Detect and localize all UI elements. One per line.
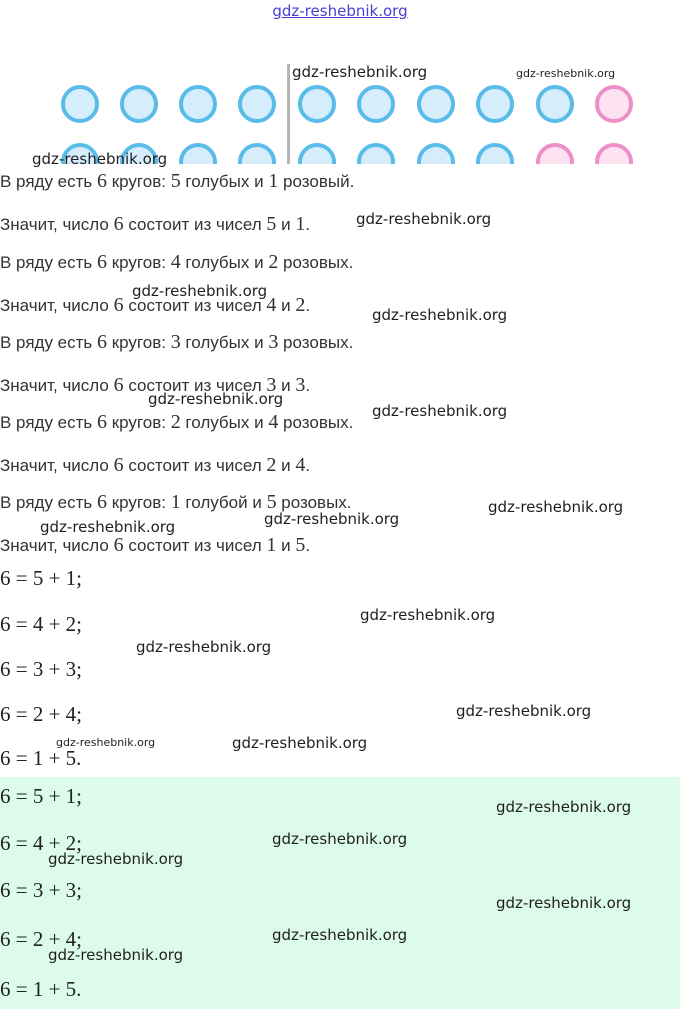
text-segment: и bbox=[276, 456, 296, 475]
site-link[interactable]: gdz-reshebnik.org bbox=[272, 2, 408, 20]
blue-circle bbox=[298, 85, 336, 123]
pink-circle bbox=[595, 143, 633, 164]
blue-circle bbox=[476, 143, 514, 164]
text-segment: розовых. bbox=[278, 253, 354, 272]
watermark: gdz-reshebnik.org bbox=[360, 606, 496, 624]
text-line bbox=[0, 170, 354, 193]
number: 4 bbox=[268, 411, 279, 433]
watermark: gdz-reshebnik.org bbox=[136, 638, 272, 656]
pink-circle bbox=[536, 143, 574, 164]
text-segment: голубых и bbox=[180, 333, 269, 352]
number: 6 bbox=[113, 294, 124, 316]
watermark: gdz-reshebnik.org bbox=[356, 210, 492, 228]
equation: 6 = 2 + 4; bbox=[0, 702, 83, 726]
blue-circle bbox=[357, 143, 395, 164]
watermark: gdz-reshebnik.org bbox=[516, 67, 616, 80]
text-line bbox=[0, 213, 310, 236]
number: 5 bbox=[295, 534, 306, 556]
blue-circle bbox=[61, 85, 99, 123]
watermark: gdz-reshebnik.org bbox=[148, 390, 284, 408]
number: 2 bbox=[295, 294, 306, 316]
text-segment: розовых. bbox=[278, 333, 354, 352]
equation: 6 = 3 + 3; bbox=[0, 878, 83, 902]
number: 6 bbox=[113, 534, 124, 556]
blue-circle bbox=[536, 85, 574, 123]
text-segment: состоит из чисел bbox=[123, 215, 267, 234]
text-segment: В ряду есть bbox=[0, 333, 97, 352]
number: 3 bbox=[268, 331, 279, 353]
text-segment: В ряду есть bbox=[0, 172, 97, 191]
group-divider bbox=[287, 64, 290, 164]
text-line bbox=[0, 534, 310, 557]
watermark: gdz-reshebnik.org bbox=[232, 734, 368, 752]
number: 3 bbox=[266, 374, 277, 396]
text-segment: . bbox=[305, 296, 311, 315]
text-segment: . bbox=[305, 536, 311, 555]
equation: 6 = 1 + 5. bbox=[0, 746, 82, 770]
text-segment: кругов: bbox=[107, 333, 171, 352]
number: 6 bbox=[113, 454, 124, 476]
text-segment: . bbox=[305, 456, 311, 475]
text-segment: и bbox=[276, 376, 296, 395]
blue-circle bbox=[238, 85, 276, 123]
text-segment: В ряду есть bbox=[0, 413, 97, 432]
watermark: gdz-reshebnik.org bbox=[372, 402, 508, 420]
text-segment: голубых и bbox=[180, 253, 269, 272]
text-segment: Значит, число bbox=[0, 376, 114, 395]
equation: 6 = 3 + 3; bbox=[0, 657, 83, 681]
blue-circle bbox=[357, 85, 395, 123]
number: 4 bbox=[170, 251, 181, 273]
number: 6 bbox=[97, 331, 107, 353]
blue-circle bbox=[179, 85, 217, 123]
text-segment: и bbox=[276, 215, 296, 234]
number: 6 bbox=[113, 213, 124, 235]
text-segment: Значит, число bbox=[0, 536, 114, 555]
text-segment: В ряду есть bbox=[0, 493, 97, 512]
text-line bbox=[0, 331, 353, 354]
equation: 6 = 5 + 1; bbox=[0, 784, 83, 808]
number: 3 bbox=[170, 331, 181, 353]
text-segment: состоит из чисел bbox=[123, 376, 267, 395]
pink-circle bbox=[595, 85, 633, 123]
number: 6 bbox=[97, 411, 107, 433]
text-segment: голубых и bbox=[180, 172, 269, 191]
watermark: gdz-reshebnik.org bbox=[272, 830, 408, 848]
watermark: gdz-reshebnik.org bbox=[132, 282, 268, 300]
text-segment: . bbox=[305, 376, 311, 395]
number: 4 bbox=[295, 454, 306, 476]
watermark: gdz-reshebnik.org bbox=[488, 498, 624, 516]
text-segment: розовых. bbox=[276, 493, 352, 512]
text-segment: Значит, число bbox=[0, 296, 114, 315]
watermark: gdz-reshebnik.org bbox=[264, 510, 400, 528]
watermark: gdz-reshebnik.org bbox=[496, 798, 632, 816]
blue-circle bbox=[120, 85, 158, 123]
text-segment: и bbox=[276, 536, 296, 555]
blue-circle bbox=[179, 143, 217, 164]
number: 6 bbox=[113, 374, 124, 396]
watermark: gdz-reshebnik.org bbox=[272, 926, 408, 944]
text-segment: голубых и bbox=[180, 413, 269, 432]
text-segment: состоит из чисел bbox=[123, 536, 267, 555]
watermark: gdz-reshebnik.org bbox=[292, 63, 428, 81]
number: 6 bbox=[97, 491, 107, 513]
text-segment: кругов: bbox=[107, 172, 171, 191]
blue-circle bbox=[476, 85, 514, 123]
blue-circle bbox=[417, 85, 455, 123]
text-segment: кругов: bbox=[107, 493, 171, 512]
number: 2 bbox=[266, 454, 277, 476]
watermark: gdz-reshebnik.org bbox=[456, 702, 592, 720]
number: 4 bbox=[266, 294, 277, 316]
blue-circle bbox=[417, 143, 455, 164]
number: 3 bbox=[295, 374, 306, 396]
equation: 6 = 2 + 4; bbox=[0, 927, 83, 951]
equation: 6 = 1 + 5. bbox=[0, 977, 82, 1001]
text-segment: розовый. bbox=[278, 172, 355, 191]
text-segment: розовых. bbox=[278, 413, 354, 432]
number: 1 bbox=[170, 491, 181, 513]
number: 5 bbox=[170, 170, 181, 192]
number: 5 bbox=[266, 491, 277, 513]
number: 2 bbox=[170, 411, 181, 433]
blue-circle bbox=[298, 143, 336, 164]
number: 1 bbox=[295, 213, 306, 235]
text-segment: и bbox=[276, 296, 296, 315]
text-segment: состоит из чисел bbox=[123, 456, 267, 475]
text-segment: состоит из чисел bbox=[123, 296, 267, 315]
blue-circle bbox=[238, 143, 276, 164]
text-line bbox=[0, 454, 310, 477]
text-segment: Значит, число bbox=[0, 215, 114, 234]
number: 1 bbox=[268, 170, 279, 192]
watermark: gdz-reshebnik.org bbox=[48, 946, 184, 964]
number: 6 bbox=[97, 170, 107, 192]
watermark: gdz-reshebnik.org bbox=[372, 306, 508, 324]
text-line bbox=[0, 251, 353, 274]
text-line bbox=[0, 411, 353, 434]
equation: 6 = 4 + 2; bbox=[0, 831, 83, 855]
watermark: gdz-reshebnik.org bbox=[48, 850, 184, 868]
number: 2 bbox=[268, 251, 279, 273]
text-segment: кругов: bbox=[107, 253, 171, 272]
equation: 6 = 5 + 1; bbox=[0, 566, 83, 590]
text-segment: . bbox=[305, 215, 311, 234]
watermark: gdz-reshebnik.org bbox=[496, 894, 632, 912]
number: 5 bbox=[266, 213, 277, 235]
text-segment: В ряду есть bbox=[0, 253, 97, 272]
watermark: gdz-reshebnik.org bbox=[40, 518, 176, 536]
number: 6 bbox=[97, 251, 107, 273]
text-segment: Значит, число bbox=[0, 456, 114, 475]
watermark: gdz-reshebnik.org bbox=[56, 736, 156, 749]
text-segment: кругов: bbox=[107, 413, 171, 432]
watermark: gdz-reshebnik.org bbox=[32, 150, 168, 168]
text-segment: голубой и bbox=[180, 493, 267, 512]
number: 1 bbox=[266, 534, 277, 556]
equation: 6 = 4 + 2; bbox=[0, 612, 83, 636]
